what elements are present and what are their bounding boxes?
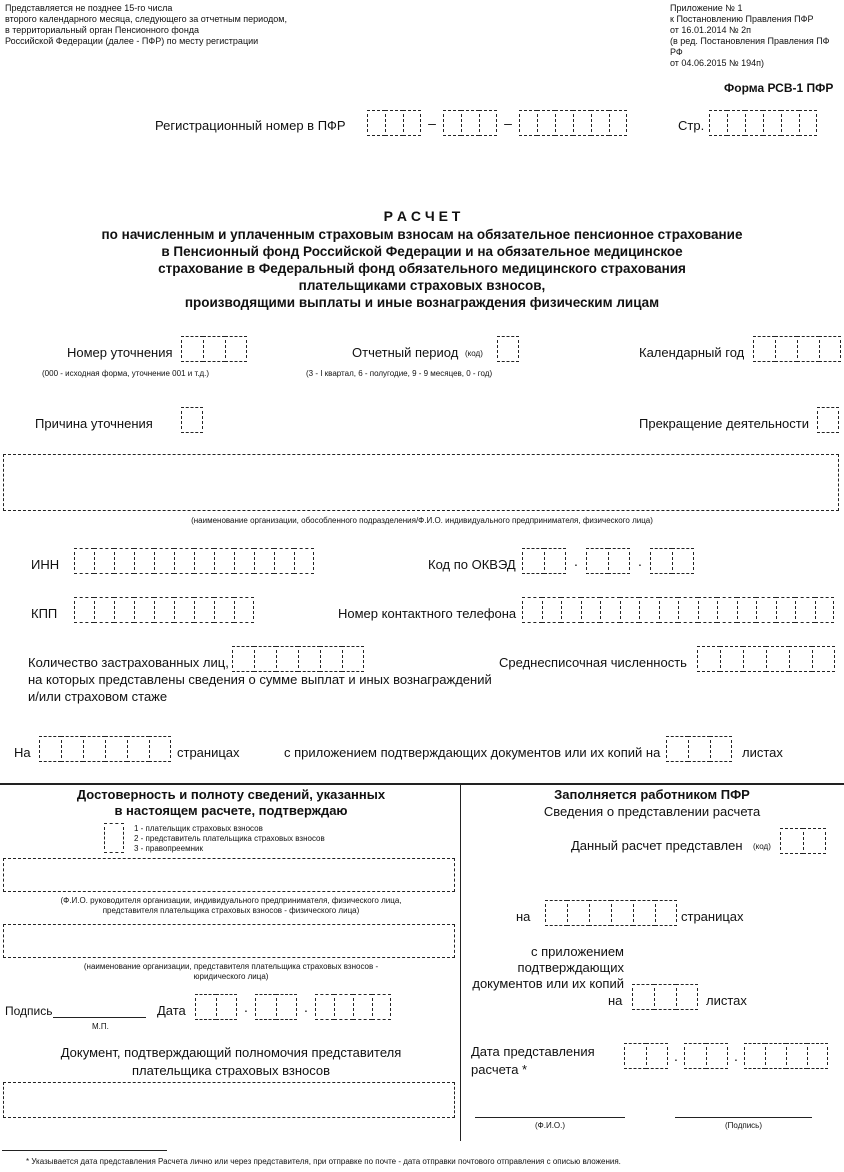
period-code: (код)	[465, 349, 483, 358]
pfr-pages-label: страницах	[681, 909, 744, 924]
pfr-on2-label: на	[608, 993, 623, 1008]
okved-cells[interactable]: . .	[522, 548, 694, 574]
submission-date-line: Дата представления	[471, 1044, 595, 1059]
subtitle-line: по начисленным и уплаченным страховым взносам на обязательное пенсионное страхование	[101, 227, 743, 242]
correction-reason-label: Причина уточнения	[35, 416, 153, 431]
signer-fio-box[interactable]	[3, 858, 455, 892]
insured-count-line: Количество застрахованных лиц,	[28, 655, 229, 670]
insured-count-cells[interactable]	[232, 646, 364, 672]
pfr-signature-line[interactable]	[675, 1117, 812, 1118]
insured-count-line: и/или страховом стаже	[28, 689, 168, 704]
authority-doc-line: Документ, подтверждающий полномочия представителя	[60, 1045, 402, 1060]
confirmer-option: 2 - представитель плательщика страховых взносов	[134, 834, 325, 843]
page-number-cells[interactable]	[709, 110, 817, 136]
pfr-with-docs-line: подтверждающих	[517, 960, 624, 975]
reg-number-cells[interactable]	[367, 110, 627, 136]
authority-doc-line: плательщика страховых взносов	[131, 1063, 331, 1078]
representative-org-box[interactable]	[3, 924, 455, 958]
header-right-line: от 16.01.2014 № 2п	[670, 25, 752, 35]
reg-number-label: Регистрационный номер в ПФР	[155, 118, 346, 133]
pfr-block-title: Заполняется работником ПФР	[554, 787, 750, 802]
signer-fio-hint-line: представителя плательщика страховых взносов - физического лица)	[102, 906, 360, 915]
authority-doc-title	[0, 1045, 462, 1079]
confirm-title-line: Достоверность и полноту сведений, указанных	[76, 787, 386, 802]
pfr-block-subtitle: Сведения о представлении расчета	[543, 804, 761, 819]
confirm-title-line: в настоящем расчете, подтверждаю	[114, 803, 348, 818]
section-divider	[0, 783, 844, 785]
confirmer-type-cells[interactable]	[104, 823, 124, 853]
submission-date-label	[471, 1044, 595, 1078]
signature-label: Подпись	[5, 1004, 53, 1018]
signer-fio-hint-line: (Ф.И.О. руководителя организации, индивидуального предпринимателя, физического лица,	[60, 896, 402, 905]
form-name: Форма РСВ-1 ПФР	[724, 81, 834, 95]
org-name-box[interactable]	[3, 454, 839, 511]
representative-org-hint-line: (наименование организации, представителя плательщика страховых взносов -	[83, 962, 379, 971]
subtitle-line: производящими выплаты и иные вознаграждения физическим лицам	[184, 295, 660, 310]
header-right-line: к Постановлению Правления ПФР	[670, 14, 814, 24]
reg-dash-2: –	[504, 115, 512, 131]
pfr-with-docs-line: документов или их копий	[472, 976, 624, 991]
kpp-label: КПП	[31, 606, 58, 621]
okved-label: Код по ОКВЭД	[428, 557, 516, 572]
header-left-line: Представляется не позднее 15-го числа	[5, 3, 173, 13]
insured-count-line: на которых представлены сведения о сумме выплат и иных вознаграждений	[28, 672, 492, 687]
termination-label: Прекращение деятельности	[639, 416, 809, 431]
document-title: Р А С Ч Е Т	[383, 208, 461, 224]
year-cells[interactable]	[753, 336, 841, 362]
footnote: * Указывается дата представления Расчета лично или через представителя, при отправке по почте - дата отправки почтового отправления с описью вложения.	[26, 1157, 621, 1166]
phone-cells[interactable]	[522, 597, 834, 623]
pfr-with-docs-line: с приложением	[531, 944, 624, 959]
pfr-sheets-label: листах	[706, 993, 747, 1008]
pages-count-cells[interactable]	[39, 736, 171, 762]
header-right-note	[670, 3, 842, 69]
pfr-sheets-cells[interactable]	[632, 984, 698, 1010]
period-hint: (3 - I квартал, 6 - полугодие, 9 - 9 месяцев, 0 - год)	[306, 369, 493, 378]
pfr-fio-line[interactable]	[475, 1117, 625, 1118]
header-left-note	[5, 3, 325, 47]
representative-org-hint	[0, 962, 462, 982]
submission-date-cells[interactable]: . .	[624, 1043, 828, 1069]
submitted-label: Данный расчет представлен	[571, 838, 743, 853]
correction-reason-cells[interactable]	[181, 407, 203, 433]
correction-hint: (000 - исходная форма, уточнение 001 и т.д.)	[42, 369, 209, 378]
signer-fio-hint	[0, 896, 462, 916]
footnote-divider	[2, 1150, 167, 1151]
confirmer-option: 3 - правопреемник	[134, 844, 203, 853]
period-cells[interactable]	[497, 336, 519, 362]
phone-label: Номер контактного телефона	[338, 606, 517, 621]
period-label: Отчетный период	[352, 345, 459, 360]
correction-number-cells[interactable]	[181, 336, 247, 362]
kpp-cells[interactable]	[74, 597, 254, 623]
pfr-signature-label: (Подпись)	[725, 1121, 762, 1130]
subtitle-line: страхование в Федеральный фонд обязательного медицинского страхования	[158, 261, 686, 276]
org-name-hint: (наименование организации, обособленного подразделения/Ф.И.О. индивидуального предпринимателя, физического лица)	[191, 516, 653, 525]
with-docs-label: с приложением подтверждающих документов или их копий на	[284, 745, 661, 760]
header-right-line: (в ред. Постановления Правления ПФ РФ	[670, 36, 830, 57]
termination-cells[interactable]	[817, 407, 839, 433]
authority-doc-box[interactable]	[3, 1082, 455, 1118]
on-label: На	[14, 745, 31, 760]
mp-label: М.П.	[92, 1022, 109, 1031]
submission-date-line: расчета *	[471, 1062, 528, 1077]
header-left-line: Российской Федерации (далее - ПФР) по месту регистрации	[5, 36, 259, 46]
avg-count-cells[interactable]	[697, 646, 835, 672]
sheets-count-cells[interactable]	[666, 736, 732, 762]
confirmer-option: 1 - плательщик страховых взносов	[134, 824, 263, 833]
header-left-line: второго календарного месяца, следующего за отчетным периодом,	[5, 14, 287, 24]
sheets-label: листах	[742, 745, 783, 760]
header-right-line: Приложение № 1	[670, 3, 743, 13]
pfr-fio-label: (Ф.И.О.)	[534, 1121, 566, 1130]
document-subtitle	[0, 226, 844, 311]
confirm-date-cells[interactable]: . .	[195, 994, 391, 1020]
pages-label: страницах	[177, 745, 240, 760]
subtitle-line: плательщиками страховых взносов,	[298, 278, 546, 293]
avg-count-label: Среднесписочная численность	[499, 655, 687, 670]
confirmer-options	[134, 824, 325, 854]
submitted-code-cells[interactable]	[780, 828, 826, 854]
date-label: Дата	[157, 1003, 186, 1018]
representative-org-hint-line: юридического лица)	[193, 972, 269, 981]
reg-dash-1: –	[428, 115, 436, 131]
correction-number-label: Номер уточнения	[67, 345, 173, 360]
pfr-pages-cells[interactable]	[545, 900, 677, 926]
inn-label: ИНН	[31, 557, 60, 572]
inn-cells[interactable]	[74, 548, 314, 574]
header-left-line: в территориальный орган Пенсионного фонда	[5, 25, 200, 35]
confirm-title	[0, 787, 462, 819]
pfr-on-label: на	[516, 909, 531, 924]
signature-line[interactable]	[53, 1017, 146, 1018]
pfr-with-docs	[472, 944, 624, 992]
submitted-code: (код)	[753, 842, 771, 851]
subtitle-line: в Пенсионный фонд Российской Федерации и на обязательное медицинское	[161, 244, 683, 259]
page-label: Стр.	[678, 118, 705, 133]
year-label: Календарный год	[639, 345, 745, 360]
header-right-line: от 04.06.2015 № 194п)	[670, 58, 765, 68]
